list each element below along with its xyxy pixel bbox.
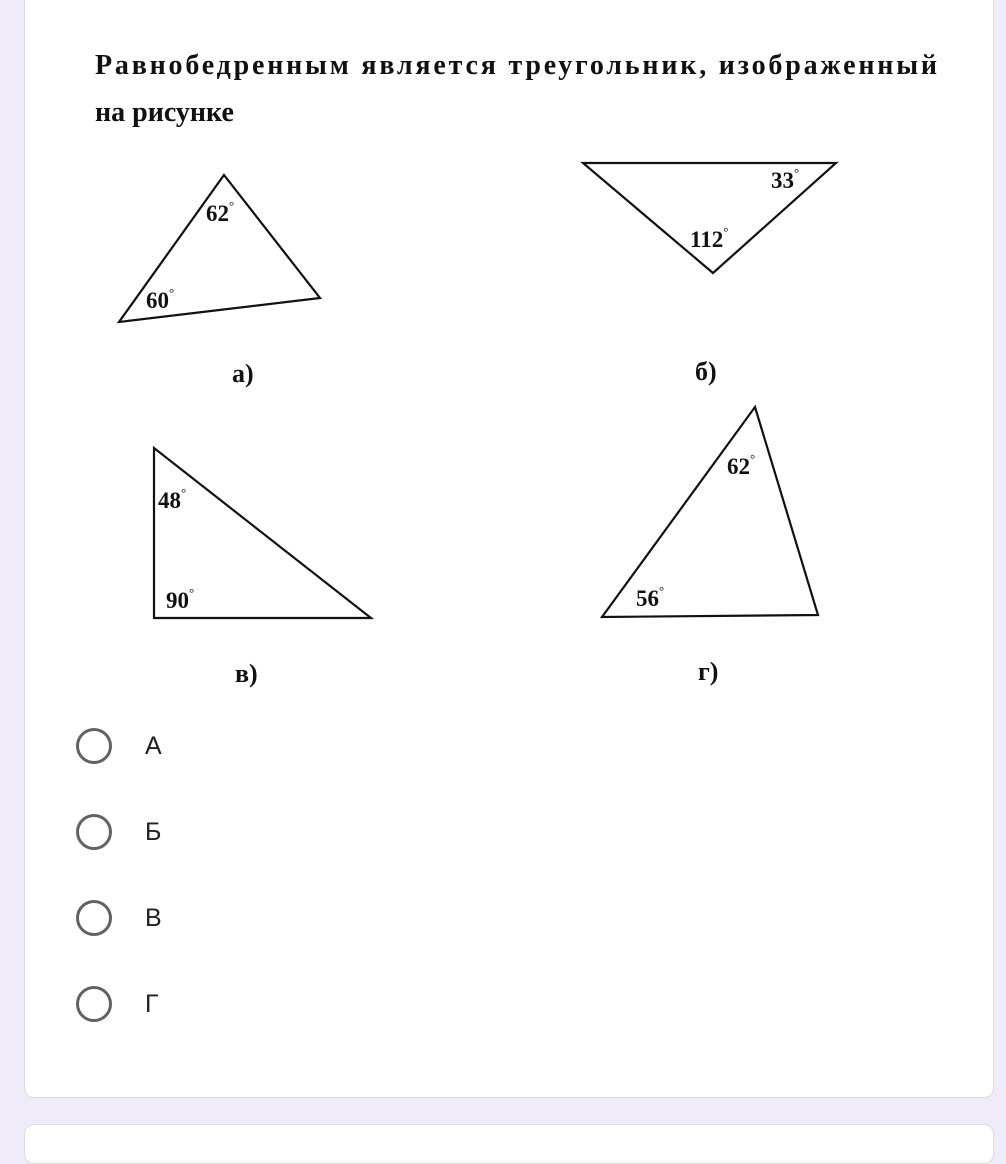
triangle-b-label: б): [695, 357, 717, 386]
triangle-a-label: а): [232, 359, 254, 388]
question-text-line-1: Равнобедренным является треугольник, изображенный: [95, 50, 937, 81]
radio-button-icon[interactable]: [76, 728, 112, 764]
option-v[interactable]: [76, 896, 162, 940]
triangle-v-angle-top: 48°: [158, 485, 187, 513]
option-b[interactable]: [76, 810, 161, 854]
triangle-g-angle-left: 56°: [636, 583, 665, 611]
triangle-b-angle-right: 33°: [771, 165, 800, 193]
triangle-g: [602, 407, 818, 617]
triangle-g-angle-top: 62°: [727, 451, 756, 479]
triangle-a-angle-left: 60°: [146, 285, 175, 313]
radio-button-icon[interactable]: [76, 814, 112, 850]
radio-button-icon[interactable]: [76, 986, 112, 1022]
triangle-b-angle-bottom: 112°: [690, 224, 729, 252]
triangle-v-angle-right: 90°: [166, 585, 195, 613]
triangle-g-label: г): [698, 657, 719, 686]
question-text-line-2: на рисунке: [95, 97, 234, 128]
option-g-label: Г: [145, 989, 159, 1018]
radio-button-icon[interactable]: [76, 900, 112, 936]
triangle-v-label: в): [235, 659, 258, 688]
next-question-card: [24, 1124, 994, 1164]
option-g[interactable]: [76, 982, 159, 1026]
triangle-a-angle-top: 62°: [206, 198, 235, 226]
option-a[interactable]: [76, 724, 162, 768]
option-v-label: В: [145, 903, 162, 932]
option-a-label: А: [145, 731, 162, 760]
option-b-label: Б: [145, 817, 162, 846]
